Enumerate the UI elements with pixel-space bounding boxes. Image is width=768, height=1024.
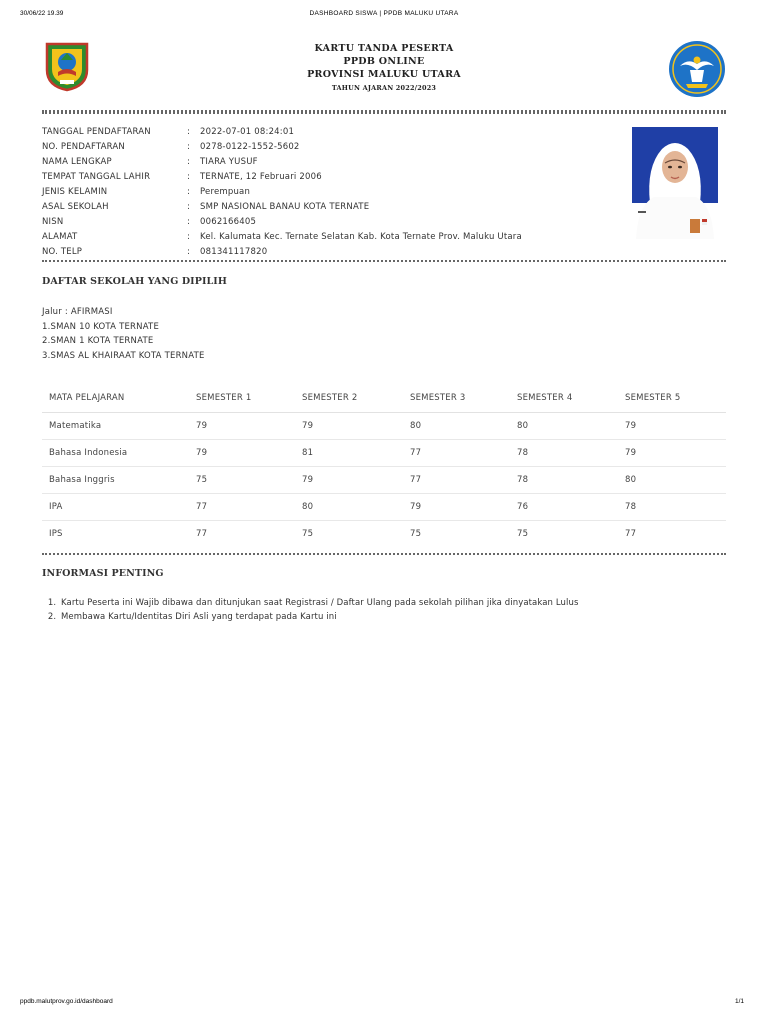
info-label: ASAL SEKOLAH	[42, 202, 109, 212]
grade-cell: 75	[517, 528, 529, 539]
subject-cell: IPS	[49, 528, 63, 539]
grade-cell: 75	[189, 466, 295, 493]
column-header: SEMESTER 1	[189, 384, 295, 412]
info-row-gender	[42, 185, 726, 200]
info-separator: :	[187, 127, 191, 137]
card-subtitle: PPDB ONLINE	[343, 56, 425, 67]
info-value: Perempuan	[200, 187, 251, 197]
list-item: 1. Kartu Peserta ini Wajib dibawa dan ditunjukan saat Registrasi / Daftar Ulang pada sekolah pilihan jika dinyatakan Lulus	[59, 596, 726, 610]
table-row	[42, 520, 726, 547]
subject-cell: Matematika	[42, 412, 189, 439]
info-label: NO. TELP	[42, 247, 83, 257]
table-row	[42, 412, 726, 439]
grade-cell: 79	[295, 466, 403, 493]
info-row-nisn	[42, 215, 726, 230]
print-datetime: 30/06/22 19.39	[20, 10, 64, 17]
card-header	[42, 36, 726, 108]
info-row-registration-number	[42, 140, 726, 155]
info-value: 081341117820	[200, 247, 268, 257]
schools-section-title: DAFTAR SEKOLAH YANG DIPILIH	[42, 276, 227, 287]
info-label: NAMA LENGKAP	[42, 157, 112, 167]
grade-cell: 79	[295, 412, 403, 439]
info-label: NISN	[42, 217, 64, 227]
grade-cell: 77	[189, 493, 295, 520]
info-value: 0062166405	[200, 217, 257, 227]
grade-cell: 79	[189, 439, 295, 466]
grades-table	[42, 384, 726, 547]
admission-path: Jalur : AFIRMASI	[42, 307, 113, 317]
subject-cell: Bahasa Indonesia	[42, 439, 189, 466]
column-header: SEMESTER 3	[403, 384, 510, 412]
print-page-number: 1/1	[734, 998, 744, 1005]
grade-cell: 77	[403, 439, 510, 466]
school-choice-item: 2.SMAN 1 KOTA TERNATE	[42, 336, 154, 346]
table-row	[42, 439, 726, 466]
info-value: TERNATE, 12 Februari 2006	[200, 172, 322, 182]
column-header: MATA PELAJARAN	[42, 384, 189, 412]
info-label: TEMPAT TANGGAL LAHIR	[42, 172, 151, 182]
info-separator: :	[187, 202, 191, 212]
grades-header-row	[42, 384, 726, 412]
info-label: TANGGAL PENDAFTARAN	[42, 127, 151, 137]
info-separator: :	[187, 142, 191, 152]
info-separator: :	[187, 217, 191, 227]
grade-cell: 78	[510, 439, 618, 466]
card-title-block	[42, 42, 726, 94]
table-row	[42, 493, 726, 520]
grade-cell: 79	[618, 439, 726, 466]
info-label: ALAMAT	[42, 232, 78, 242]
info-row-full-name	[42, 155, 726, 170]
card-title: KARTU TANDA PESERTA	[314, 43, 454, 54]
table-row	[42, 466, 726, 493]
subject-cell: Bahasa Inggris	[42, 466, 189, 493]
grades-divider	[42, 553, 726, 555]
grade-cell: 79	[189, 412, 295, 439]
grade-cell: 75	[410, 528, 422, 539]
info-separator: :	[187, 172, 191, 182]
grade-cell: 77	[403, 466, 510, 493]
grade-cell: 80	[403, 412, 510, 439]
info-value: Kel. Kalumata Kec. Ternate Selatan Kab. Kota Ternate Prov. Maluku Utara	[200, 232, 522, 242]
info-label: NO. PENDAFTARAN	[42, 142, 125, 152]
school-choice-item: 3.SMAS AL KHAIRAAT KOTA TERNATE	[42, 350, 205, 361]
info-label: JENIS KELAMIN	[42, 187, 108, 197]
grade-cell: 77	[196, 528, 208, 539]
info-separator: :	[187, 187, 191, 197]
column-header: SEMESTER 2	[295, 384, 403, 412]
info-value: 2022-07-01 08:24:01	[200, 127, 295, 137]
student-photo	[632, 127, 718, 239]
participant-info	[42, 114, 726, 260]
column-header: SEMESTER 4	[510, 384, 618, 412]
info-divider	[42, 260, 726, 262]
grade-cell: 80	[295, 493, 403, 520]
grade-cell: 81	[295, 439, 403, 466]
info-separator: :	[187, 247, 191, 257]
info-value: 0278-0122-1552-5602	[200, 142, 300, 152]
subject-cell: IPA	[42, 493, 189, 520]
card-province: PROVINSI MALUKU UTARA	[307, 69, 461, 80]
print-url: ppdb.malutprov.go.id/dashboard	[20, 998, 113, 1005]
info-row-registration-date	[42, 125, 726, 140]
tut-wuri-handayani-emblem-icon	[668, 40, 726, 98]
grade-cell: 79	[618, 412, 726, 439]
info-row-phone	[42, 245, 726, 260]
school-choices	[42, 305, 726, 363]
grade-cell: 77	[625, 528, 637, 539]
print-header	[20, 10, 748, 22]
grade-cell: 78	[618, 493, 726, 520]
grade-cell: 80	[618, 466, 726, 493]
participant-card	[42, 36, 726, 624]
info-separator: :	[187, 157, 191, 167]
grade-cell: 80	[510, 412, 618, 439]
card-school-year: TAHUN AJARAN 2022/2023	[331, 84, 437, 92]
info-row-birth	[42, 170, 726, 185]
grade-cell: 76	[510, 493, 618, 520]
info-value: TIARA YUSUF	[200, 157, 258, 167]
info-separator: :	[187, 232, 191, 242]
list-item: 2. Membawa Kartu/Identitas Diri Asli yang terdapat pada Kartu ini	[59, 610, 726, 624]
grade-cell: 75	[302, 528, 314, 539]
important-info-list	[59, 596, 726, 624]
grade-cell: 79	[403, 493, 510, 520]
grade-cell: 78	[510, 466, 618, 493]
column-header: SEMESTER 5	[618, 384, 726, 412]
info-value: SMP NASIONAL BANAU KOTA TERNATE	[200, 202, 370, 212]
print-page-title: DASHBOARD SISWA | PPDB MALUKU UTARA	[309, 10, 459, 17]
info-row-address	[42, 230, 726, 245]
important-section-title: INFORMASI PENTING	[42, 568, 164, 579]
print-footer	[20, 998, 748, 1010]
info-row-origin-school	[42, 200, 726, 215]
school-choice-item: 1.SMAN 10 KOTA TERNATE	[42, 321, 160, 332]
